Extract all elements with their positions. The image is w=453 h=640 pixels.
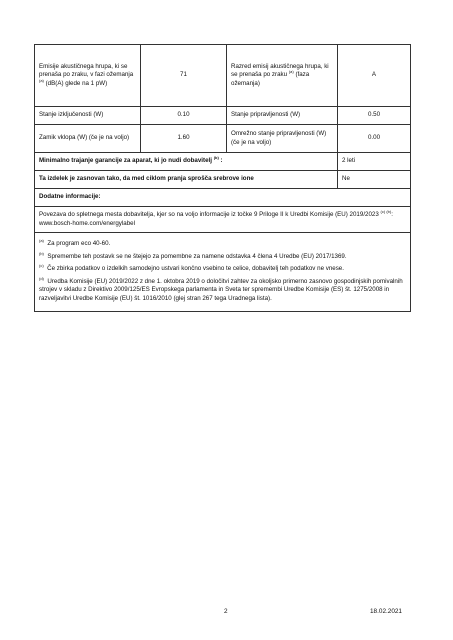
footnote: $^{(a)}$ Za program eco 40-60. bbox=[39, 238, 111, 248]
footnote: $^{(b)}$ Spremembe teh postavk se ne štejejo za pomembne za namene odstavka 4 člena 4 Uredbe (EU) 2017/1369. bbox=[39, 250, 347, 260]
document-date: 18.02.2021 bbox=[370, 608, 402, 615]
network-standby-value: 0.00 bbox=[338, 125, 411, 153]
silver-ion-value: Ne bbox=[338, 171, 411, 189]
silver-ion-label: Ta izdelek je zasnovan tako, da med ciklom pranja sprošča srebrove ione bbox=[35, 171, 338, 189]
off-mode-value: 0.10 bbox=[141, 107, 227, 125]
guarantee-value: 2 leti bbox=[338, 153, 411, 171]
standby-label: Stanje pripravljenosti (W) bbox=[227, 107, 338, 125]
delay-start-value: 1.60 bbox=[141, 125, 227, 153]
footnotes-cell bbox=[35, 233, 411, 312]
supplier-link[interactable]: : www.bosch-home.com/energylabel bbox=[39, 211, 393, 227]
noise-class-label: Razred emisij akustičnega hrupa, ki se prenaša po zraku $^{(a)}$ (faza ožemanja) bbox=[227, 45, 338, 107]
supplier-link-info: Povezava do spletnega mesta dobavitelja, kjer so na voljo informacije iz točke 9 Priloge II k Uredbi Komisije (EU) 2019/2023 $^{(c) (b)}$: www.bosch-home.com/energylabel bbox=[35, 207, 411, 233]
footnote: $^{(d)}$ Uredba Komisije (EU) 2019/2022 z dne 1. oktobra 2019 o določitvi zahtev za okoljsko primerno zasnovo gospodinjskih pomivalnih strojev v skladu z Direktivo 2009/125/ES Evropskega parlamenta in Sveta ter spremembi Uredbe Komisije (ES) št. 1275/2008 in razveljavitvi Uredbe Komisije (EU) št. 1016/2010 (glej stran 267 tega Uradnega lista). bbox=[39, 275, 403, 302]
network-standby-label: Omrežno stanje pripravljenosti (W) (če je na voljo) bbox=[227, 125, 338, 153]
noise-emission-value: 71 bbox=[141, 45, 227, 107]
footnote: $^{(c)}$ Če zbirka podatkov o izdelkih samodejno ustvari končno vsebino te celice, dobavitelj teh podatkov ne vnese. bbox=[39, 263, 344, 273]
product-info-table bbox=[34, 44, 411, 312]
standby-value: 0.50 bbox=[338, 107, 411, 125]
off-mode-label: Stanje izključenosti (W) bbox=[35, 107, 141, 125]
additional-info-header: Dodatne informacije: bbox=[35, 189, 411, 207]
delay-start-label: Zamik vklopa (W) (če je na voljo) bbox=[35, 125, 141, 153]
page-number: 2 bbox=[224, 608, 228, 615]
noise-emission-label: Emisije akustičnega hrupa, ki se prenaša po zraku, v fazi ožemanja $^{(a)}$ (dB(A) glede na 1 pW) bbox=[35, 45, 141, 107]
guarantee-label: Minimalno trajanje garancije za aparat, ki jo nudi dobavitelj $^{(b)}$ : bbox=[35, 153, 338, 171]
noise-class-value: A bbox=[338, 45, 411, 107]
